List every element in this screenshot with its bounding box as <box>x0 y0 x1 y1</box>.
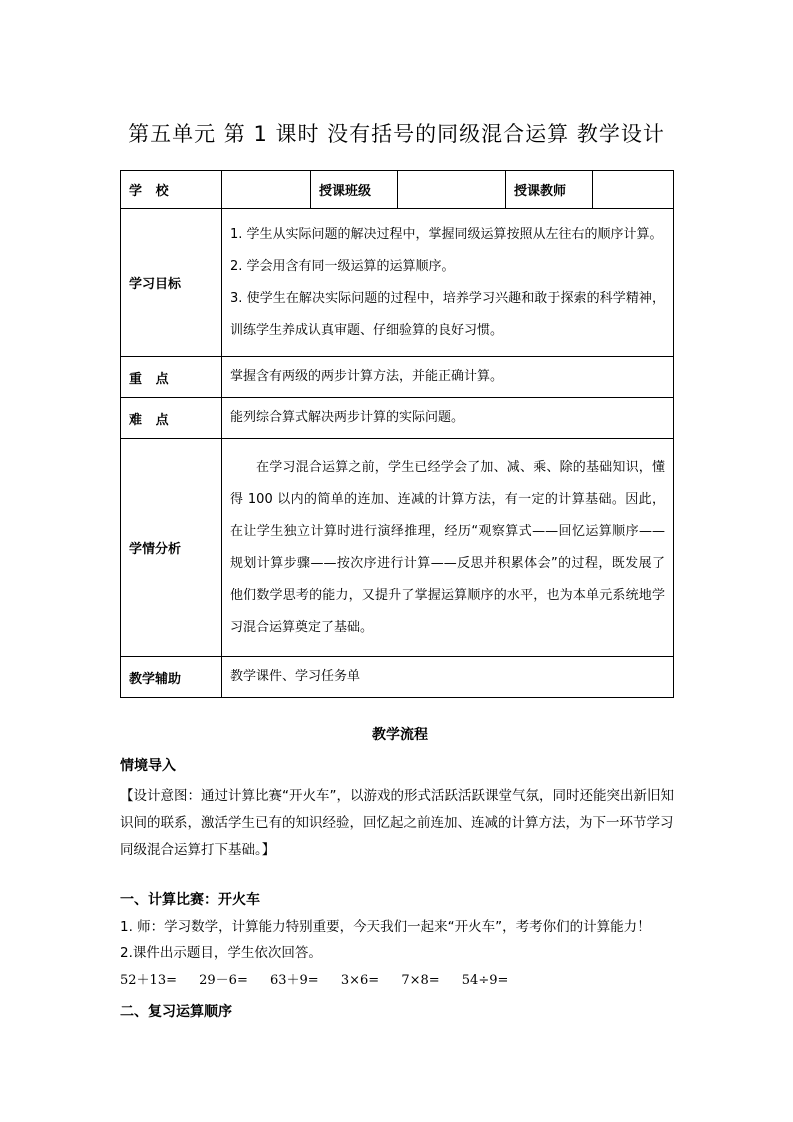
key-point: 掌握含有两级的两步计算方法，并能正确计算。 <box>222 357 674 398</box>
section-1-heading: 一、计算比赛：开火车 <box>120 892 260 908</box>
problem-list <box>120 967 680 994</box>
teacher-label: 授课教师 <box>506 171 593 209</box>
lesson-info-table <box>120 170 674 698</box>
analysis-text: 在学习混合运算之前，学生已经学会了加、减、乘、除的基础知识，懂得 100 以内的简单的连加、连减的计算方法，有一定的计算基础。因此，在让学生独立计算时进行演绎推理，经历“观察算式——回忆运算顺序——规划计算步骤——按次序进行计算——反思并积累体会”的过程，既发展了他们数学思考的能力，又提升了掌握运算顺序的水平，也为本单元系统地学习混合运算奠定了基础。 <box>222 439 674 657</box>
teacher-value <box>593 171 674 209</box>
aids-label: 教学辅助 <box>121 657 222 698</box>
problem: 7×8= <box>401 973 440 988</box>
school-value <box>222 171 311 209</box>
aids-text: 教学课件、学习任务单 <box>222 657 674 698</box>
key-label: 重 点 <box>121 357 222 398</box>
analysis-label: 学情分析 <box>121 439 222 657</box>
flow-heading: 教学流程 <box>372 727 428 743</box>
problem: 54÷9= <box>461 973 509 988</box>
page-title: 第五单元 第 1 课时 没有括号的同级混合运算 教学设计 <box>128 122 665 146</box>
school-label: 学 校 <box>121 171 222 209</box>
class-label: 授课班级 <box>311 171 398 209</box>
objectives-cell <box>222 209 674 357</box>
objectives-label: 学习目标 <box>121 209 222 357</box>
problem: 29－6= <box>199 973 248 988</box>
objective-3: 3. 使学生在解决实际问题的过程中，培养学习兴趣和敢于探索的科学精神，训练学生养成认真审题、仔细验算的良好习惯。 <box>230 290 665 338</box>
class-value <box>398 171 506 209</box>
step-1: 1. 师：学习数学，计算能力特别重要，今天我们一起来“开火车”，考考你们的计算能力！ <box>120 919 651 935</box>
problem: 63＋9= <box>269 973 319 988</box>
objective-1: 1. 学生从实际问题的解决过程中，掌握同级运算按照从左往右的顺序计算。 <box>230 226 663 242</box>
design-intent: 【设计意图：通过计算比赛“开火车”，以游戏的形式活跃活跃课堂气氛，同时还能突出新旧知识间的联系，激活学生已有的知识经验，回忆起之前连加、连减的计算方法，为下一环节学习同级混合运算打下基础。】 <box>120 788 674 858</box>
section-2-heading: 二、复习运算顺序 <box>120 1004 232 1020</box>
step-2: 2.课件出示题目，学生依次回答。 <box>120 945 322 961</box>
objective-2: 2. 学会用含有同一级运算的运算顺序。 <box>230 258 455 274</box>
difficulty-point: 能列综合算式解决两步计算的实际问题。 <box>222 398 674 439</box>
intro-heading: 情境导入 <box>120 758 176 774</box>
problem: 3×6= <box>340 973 380 988</box>
difficulty-label: 难 点 <box>121 398 222 439</box>
problem: 52＋13= <box>120 973 177 988</box>
